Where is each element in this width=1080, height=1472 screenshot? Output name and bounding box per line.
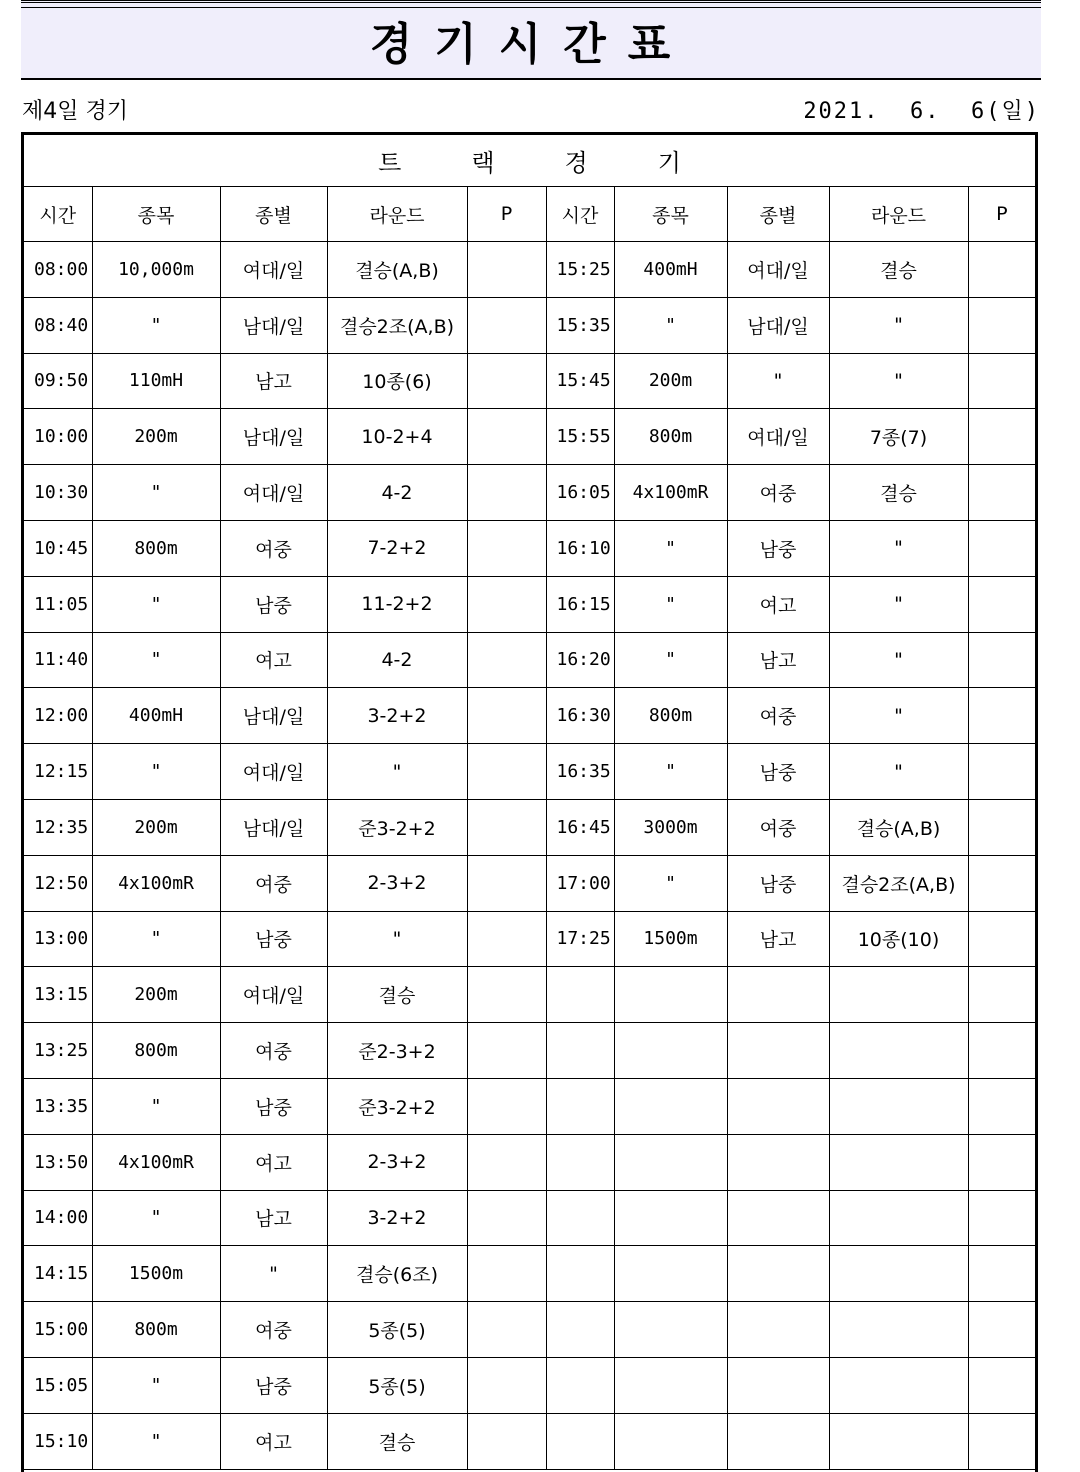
table-row — [24, 1134, 1035, 1190]
left-event-cell: 200m — [92, 799, 220, 855]
right-round-cell: 결승2조(A,B) — [829, 855, 968, 911]
left-round-cell: 결승 — [327, 1413, 467, 1469]
left-event-cell: 10,000m — [92, 242, 220, 298]
left-p-cell — [467, 911, 546, 967]
left-time-cell: 11:40 — [24, 632, 92, 688]
left-round-cell: 3-2+2 — [327, 688, 467, 744]
right-category-header: 종별 — [727, 187, 829, 242]
right-round-cell: " — [829, 744, 968, 800]
right-event-cell: 1500m — [614, 911, 727, 967]
right-category-cell — [727, 1078, 829, 1134]
table-row — [24, 744, 1035, 800]
left-time-cell: 10:30 — [24, 465, 92, 521]
left-category-cell: 여대/일 — [220, 967, 327, 1023]
left-time-cell: 13:25 — [24, 1023, 92, 1079]
right-category-cell: 여고 — [727, 576, 829, 632]
left-event-cell: " — [92, 744, 220, 800]
left-round-cell: 결승(6조) — [327, 1246, 467, 1302]
right-event-cell: " — [614, 855, 727, 911]
right-event-cell: 200m — [614, 353, 727, 409]
left-round-cell: 4-2 — [327, 632, 467, 688]
right-time-cell: 16:30 — [546, 688, 614, 744]
table-row — [24, 576, 1035, 632]
right-p-cell — [968, 1134, 1035, 1190]
right-category-cell: 여중 — [727, 799, 829, 855]
table-row — [24, 1078, 1035, 1134]
right-event-cell: 400mH — [614, 242, 727, 298]
right-category-cell: 여중 — [727, 465, 829, 521]
right-event-cell — [614, 1357, 727, 1413]
left-category-cell: 여중 — [220, 1302, 327, 1358]
left-p-cell — [467, 1302, 546, 1358]
left-p-cell — [467, 242, 546, 298]
right-time-cell: 16:45 — [546, 799, 614, 855]
right-time-cell: 15:55 — [546, 409, 614, 465]
left-p-cell — [467, 1357, 546, 1413]
left-p-cell — [467, 744, 546, 800]
table-row — [24, 967, 1035, 1023]
left-p-cell — [467, 855, 546, 911]
right-event-cell: 4x100mR — [614, 465, 727, 521]
right-p-cell — [968, 744, 1035, 800]
left-category-cell: 남중 — [220, 911, 327, 967]
left-category-cell: 여중 — [220, 1023, 327, 1079]
right-time-cell: 16:35 — [546, 744, 614, 800]
schedule-table-frame — [21, 132, 1038, 1472]
right-event-cell: 800m — [614, 688, 727, 744]
right-round-cell: 결승(A,B) — [829, 799, 968, 855]
right-round-cell — [829, 1190, 968, 1246]
column-header-row — [24, 187, 1035, 242]
left-event-cell: 110mH — [92, 353, 220, 409]
left-time-cell: 10:00 — [24, 409, 92, 465]
right-category-cell: 남대/일 — [727, 297, 829, 353]
left-event-cell: " — [92, 297, 220, 353]
table-row — [24, 911, 1035, 967]
left-round-cell: 10-2+4 — [327, 409, 467, 465]
table-row — [24, 1246, 1035, 1302]
right-time-cell: 15:35 — [546, 297, 614, 353]
date-label: 2021. 6. 6(일) — [803, 99, 1040, 124]
right-event-cell: " — [614, 520, 727, 576]
right-time-cell: 15:45 — [546, 353, 614, 409]
right-time-cell — [546, 1190, 614, 1246]
right-event-cell — [614, 1078, 727, 1134]
left-p-cell — [467, 1190, 546, 1246]
left-event-cell: 200m — [92, 967, 220, 1023]
left-p-cell — [467, 1246, 546, 1302]
right-time-cell: 16:10 — [546, 520, 614, 576]
right-p-cell — [968, 632, 1035, 688]
right-event-cell: " — [614, 576, 727, 632]
left-category-cell: 남중 — [220, 576, 327, 632]
right-time-cell — [546, 1302, 614, 1358]
right-p-cell — [968, 520, 1035, 576]
page-title: 경기시간표 — [369, 19, 693, 70]
right-round-header: 라운드 — [829, 187, 968, 242]
right-round-cell: " — [829, 688, 968, 744]
right-event-cell — [614, 1246, 727, 1302]
right-category-cell: 남중 — [727, 744, 829, 800]
left-time-cell: 12:35 — [24, 799, 92, 855]
left-time-cell: 14:15 — [24, 1246, 92, 1302]
right-round-cell: " — [829, 353, 968, 409]
right-time-cell: 17:00 — [546, 855, 614, 911]
left-time-cell: 08:00 — [24, 242, 92, 298]
left-p-cell — [467, 1078, 546, 1134]
left-time-cell: 15:10 — [24, 1413, 92, 1469]
right-category-cell: " — [727, 353, 829, 409]
left-p-cell — [467, 1023, 546, 1079]
left-round-cell: 2-3+2 — [327, 1134, 467, 1190]
right-event-cell — [614, 967, 727, 1023]
right-category-cell — [727, 1413, 829, 1469]
right-p-cell — [968, 967, 1035, 1023]
right-round-cell — [829, 1078, 968, 1134]
right-time-cell — [546, 1078, 614, 1134]
table-row — [24, 1357, 1035, 1413]
right-p-cell — [968, 1246, 1035, 1302]
left-time-cell: 13:00 — [24, 911, 92, 967]
left-category-cell: 여고 — [220, 1134, 327, 1190]
right-time-cell: 15:25 — [546, 242, 614, 298]
table-row — [24, 688, 1035, 744]
right-event-cell: " — [614, 744, 727, 800]
left-category-cell: 남중 — [220, 1357, 327, 1413]
left-p-cell — [467, 1413, 546, 1469]
left-round-header: 라운드 — [327, 187, 467, 242]
left-round-cell: 11-2+2 — [327, 576, 467, 632]
left-category-cell: 여대/일 — [220, 465, 327, 521]
right-event-cell — [614, 1302, 727, 1358]
right-p-cell — [968, 1190, 1035, 1246]
left-event-cell: " — [92, 911, 220, 967]
right-round-cell: 결승 — [829, 465, 968, 521]
right-category-cell: 여대/일 — [727, 242, 829, 298]
title-band — [21, 0, 1041, 80]
left-p-cell — [467, 799, 546, 855]
right-category-cell: 남중 — [727, 520, 829, 576]
right-p-cell — [968, 855, 1035, 911]
left-time-cell: 15:05 — [24, 1357, 92, 1413]
right-category-cell — [727, 1246, 829, 1302]
left-category-cell: " — [220, 1246, 327, 1302]
right-category-cell — [727, 1134, 829, 1190]
right-round-cell — [829, 1246, 968, 1302]
right-category-cell — [727, 1357, 829, 1413]
left-time-cell: 12:15 — [24, 744, 92, 800]
right-p-cell — [968, 799, 1035, 855]
left-round-cell: 결승(A,B) — [327, 242, 467, 298]
left-category-header: 종별 — [220, 187, 327, 242]
right-category-cell: 여중 — [727, 688, 829, 744]
right-round-cell: 10종(10) — [829, 911, 968, 967]
left-event-cell: 400mH — [92, 688, 220, 744]
table-row — [24, 465, 1035, 521]
right-p-cell — [968, 688, 1035, 744]
table-row — [24, 1302, 1035, 1358]
left-category-cell: 남대/일 — [220, 409, 327, 465]
left-p-cell — [467, 465, 546, 521]
left-category-cell: 남대/일 — [220, 799, 327, 855]
right-p-cell — [968, 911, 1035, 967]
left-p-cell — [467, 688, 546, 744]
right-category-cell — [727, 1302, 829, 1358]
left-round-cell: " — [327, 744, 467, 800]
right-p-cell — [968, 409, 1035, 465]
left-event-cell: " — [92, 576, 220, 632]
left-time-cell: 13:15 — [24, 967, 92, 1023]
right-round-cell: " — [829, 297, 968, 353]
right-category-cell: 여대/일 — [727, 409, 829, 465]
left-p-cell — [467, 520, 546, 576]
table-row — [24, 353, 1035, 409]
right-time-cell — [546, 1134, 614, 1190]
right-p-cell — [968, 465, 1035, 521]
right-category-cell: 남고 — [727, 632, 829, 688]
right-event-cell — [614, 1023, 727, 1079]
left-event-cell: 1500m — [92, 1246, 220, 1302]
right-event-header: 종목 — [614, 187, 727, 242]
left-p-cell — [467, 967, 546, 1023]
right-round-cell — [829, 1413, 968, 1469]
right-category-cell: 남중 — [727, 855, 829, 911]
right-round-cell — [829, 1302, 968, 1358]
right-round-cell: 7종(7) — [829, 409, 968, 465]
left-event-cell: " — [92, 1078, 220, 1134]
left-time-header: 시간 — [24, 187, 92, 242]
left-p-header: P — [467, 187, 546, 242]
left-p-cell — [467, 576, 546, 632]
right-p-cell — [968, 1302, 1035, 1358]
left-round-cell: 준3-2+2 — [327, 799, 467, 855]
schedule-table — [24, 135, 1035, 1470]
left-event-cell: " — [92, 632, 220, 688]
left-round-cell: 2-3+2 — [327, 855, 467, 911]
day-label: 제4일 경기 — [22, 99, 128, 124]
left-event-cell: 800m — [92, 520, 220, 576]
left-round-cell: 준2-3+2 — [327, 1023, 467, 1079]
left-time-cell: 14:00 — [24, 1190, 92, 1246]
left-event-cell: 200m — [92, 409, 220, 465]
right-time-cell — [546, 967, 614, 1023]
right-time-cell — [546, 1413, 614, 1469]
left-round-cell: 준3-2+2 — [327, 1078, 467, 1134]
right-p-cell — [968, 1078, 1035, 1134]
left-category-cell: 여대/일 — [220, 744, 327, 800]
left-event-cell: " — [92, 1190, 220, 1246]
right-round-cell — [829, 1023, 968, 1079]
right-time-cell: 16:05 — [546, 465, 614, 521]
right-round-cell: " — [829, 520, 968, 576]
table-row — [24, 409, 1035, 465]
right-event-cell: 800m — [614, 409, 727, 465]
left-category-cell: 여고 — [220, 632, 327, 688]
left-p-cell — [467, 632, 546, 688]
left-category-cell: 남대/일 — [220, 297, 327, 353]
left-category-cell: 여대/일 — [220, 242, 327, 298]
right-time-cell — [546, 1246, 614, 1302]
right-p-cell — [968, 1413, 1035, 1469]
left-category-cell: 남중 — [220, 1078, 327, 1134]
left-round-cell: 3-2+2 — [327, 1190, 467, 1246]
right-time-cell: 16:15 — [546, 576, 614, 632]
table-row — [24, 1190, 1035, 1246]
left-event-cell: " — [92, 465, 220, 521]
right-p-cell — [968, 353, 1035, 409]
right-event-cell: " — [614, 632, 727, 688]
table-row — [24, 632, 1035, 688]
left-round-cell: 결승2조(A,B) — [327, 297, 467, 353]
right-time-cell — [546, 1023, 614, 1079]
left-round-cell: 10종(6) — [327, 353, 467, 409]
right-round-cell — [829, 967, 968, 1023]
left-category-cell: 남대/일 — [220, 688, 327, 744]
left-time-cell: 12:00 — [24, 688, 92, 744]
table-row — [24, 520, 1035, 576]
table-row — [24, 1413, 1035, 1469]
left-time-cell: 15:00 — [24, 1302, 92, 1358]
left-time-cell: 13:50 — [24, 1134, 92, 1190]
right-p-cell — [968, 297, 1035, 353]
section-title: 트랙경기 — [24, 135, 1035, 187]
left-p-cell — [467, 409, 546, 465]
right-round-cell — [829, 1134, 968, 1190]
left-time-cell: 08:40 — [24, 297, 92, 353]
table-row — [24, 855, 1035, 911]
left-category-cell: 여중 — [220, 855, 327, 911]
right-event-cell: " — [614, 297, 727, 353]
left-p-cell — [467, 297, 546, 353]
section-header-row — [24, 135, 1035, 187]
right-event-cell: 3000m — [614, 799, 727, 855]
left-round-cell: 5종(5) — [327, 1302, 467, 1358]
left-round-cell: 5종(5) — [327, 1357, 467, 1413]
right-time-cell: 16:20 — [546, 632, 614, 688]
right-category-cell: 남고 — [727, 911, 829, 967]
right-round-cell: 결승 — [829, 242, 968, 298]
left-category-cell: 남고 — [220, 1190, 327, 1246]
right-time-cell: 17:25 — [546, 911, 614, 967]
left-time-cell: 11:05 — [24, 576, 92, 632]
right-round-cell — [829, 1357, 968, 1413]
right-category-cell — [727, 1023, 829, 1079]
table-row — [24, 1023, 1035, 1079]
right-p-cell — [968, 1357, 1035, 1413]
right-round-cell: " — [829, 632, 968, 688]
right-p-cell — [968, 1023, 1035, 1079]
right-category-cell — [727, 967, 829, 1023]
left-event-cell: 4x100mR — [92, 855, 220, 911]
left-category-cell: 여고 — [220, 1413, 327, 1469]
schedule-body — [24, 242, 1035, 1470]
left-p-cell — [467, 1134, 546, 1190]
left-category-cell: 남고 — [220, 353, 327, 409]
left-event-cell: 800m — [92, 1302, 220, 1358]
right-time-cell — [546, 1357, 614, 1413]
left-round-cell: 7-2+2 — [327, 520, 467, 576]
right-p-cell — [968, 576, 1035, 632]
right-round-cell: " — [829, 576, 968, 632]
left-event-cell: " — [92, 1413, 220, 1469]
left-p-cell — [467, 353, 546, 409]
table-row — [24, 242, 1035, 298]
table-row — [24, 297, 1035, 353]
right-p-header: P — [968, 187, 1035, 242]
left-event-header: 종목 — [92, 187, 220, 242]
table-row — [24, 799, 1035, 855]
left-time-cell: 13:35 — [24, 1078, 92, 1134]
right-event-cell — [614, 1413, 727, 1469]
left-category-cell: 여중 — [220, 520, 327, 576]
left-round-cell: 결승 — [327, 967, 467, 1023]
left-round-cell: " — [327, 911, 467, 967]
right-event-cell — [614, 1190, 727, 1246]
meta-row — [22, 94, 1040, 124]
left-time-cell: 09:50 — [24, 353, 92, 409]
left-round-cell: 4-2 — [327, 465, 467, 521]
right-p-cell — [968, 242, 1035, 298]
left-event-cell: 800m — [92, 1023, 220, 1079]
left-time-cell: 12:50 — [24, 855, 92, 911]
left-event-cell: " — [92, 1357, 220, 1413]
right-category-cell — [727, 1190, 829, 1246]
left-time-cell: 10:45 — [24, 520, 92, 576]
left-event-cell: 4x100mR — [92, 1134, 220, 1190]
right-event-cell — [614, 1134, 727, 1190]
right-time-header: 시간 — [546, 187, 614, 242]
